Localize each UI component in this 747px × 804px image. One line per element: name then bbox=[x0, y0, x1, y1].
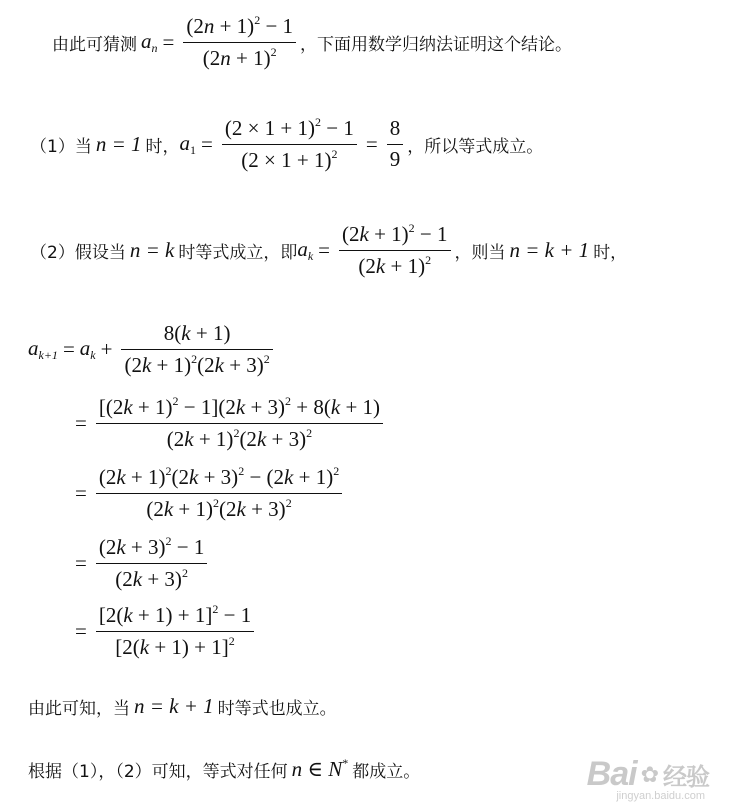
line-guess: 由此可猜测 $a_n$ = $\frac{(2n + 1)^2 - 1}{(2n + 1)^2}$ ，下面用数学归纳法证明这个结论。 bbox=[52, 13, 573, 70]
fraction-derivation-5: $\frac{[2(k + 1) + 1]^2 - 1}{[2(k + 1) + 1]^2}$ bbox=[96, 603, 254, 659]
formula-a1: $a_1$ bbox=[179, 130, 196, 157]
fraction-derivation-4: $\frac{(2k + 3)^2 - 1}{(2k + 3)^2}$ bbox=[96, 535, 208, 591]
step2-middle: 时等式成立，即 bbox=[178, 242, 298, 263]
fraction-step2: $\frac{(2k + 1)^2 - 1}{(2k + 1)^2}$ bbox=[339, 222, 451, 278]
fraction-guess: $\frac{(2n + 1)^2 - 1}{(2n + 1)^2}$ bbox=[183, 14, 296, 70]
final-suffix: 都成立。 bbox=[352, 761, 421, 782]
conclusion-prefix: 由此可知，当 bbox=[28, 699, 130, 719]
guess-suffix: ，下面用数学归纳法证明这个结论。 bbox=[300, 34, 573, 55]
fraction-step1: $\frac{(2 \times 1 + 1)^2 - 1}{(2 \times 1 + 1)^2}$ bbox=[222, 116, 357, 172]
step2-condition-next: n = k + 1 bbox=[509, 237, 590, 262]
fraction-eight-ninths: $\frac{8}{9}$ bbox=[387, 117, 404, 171]
formula-an: $a_n$ bbox=[141, 28, 158, 55]
conclusion-suffix: 时等式也成立。 bbox=[217, 699, 337, 719]
derivation-row-1: $a_{k+1}$ = $a_k$ + $\frac{8(k + 1)}{(2k + 1)^2(2k + 3)^2}$ bbox=[28, 322, 277, 377]
final-prefix: 根据（1），（2）可知，等式对任何 bbox=[28, 761, 288, 782]
step1-suffix: ，所以等式成立。 bbox=[407, 136, 544, 157]
formula-natural-set: n ∈ N* bbox=[291, 756, 349, 781]
step1-label: （1）当 bbox=[30, 136, 92, 157]
derivation-row-3: = $\frac{(2k + 1)^2(2k + 3)^2 - (2k + 1)^2}{(2k + 1)^2(2k + 3)^2}$ bbox=[70, 465, 346, 521]
guess-prefix: 由此可猜测 bbox=[52, 34, 137, 55]
derivation-row-5: = $\frac{[2(k + 1) + 1]^2 - 1}{[2(k + 1) + 1]^2}$ bbox=[70, 603, 258, 659]
line-step2: （2）假设当 n = k 时等式成立，即 $a_k$ = $\frac{(2k + 1)^2 - 1}{(2k + 1)^2}$ ，则当 n = k + 1 时， bbox=[30, 221, 628, 278]
watermark-brand-2: 经验 bbox=[663, 764, 709, 791]
line-conclusion bbox=[28, 694, 337, 719]
derivation-row-2: = $\frac{[(2k + 1)^2 - 1](2k + 3)^2 + 8(k + 1)}{(2k + 1)^2(2k + 3)^2}$ bbox=[70, 395, 387, 451]
paw-icon: ✿ bbox=[640, 761, 659, 787]
watermark-brand: Bai bbox=[586, 755, 637, 793]
step1-condition: n = 1 bbox=[95, 131, 142, 156]
fraction-derivation-1: $\frac{8(k + 1)}{(2k + 1)^2(2k + 3)^2}$ bbox=[121, 322, 272, 377]
step2-condition: n = k bbox=[129, 237, 175, 262]
line-final bbox=[28, 756, 420, 782]
step2-time: 时， bbox=[593, 242, 628, 263]
step1-time: 时， bbox=[145, 136, 180, 157]
conclusion-condition: n = k + 1 bbox=[134, 694, 214, 718]
step2-label: （2）假设当 bbox=[30, 242, 126, 263]
step2-then: ，则当 bbox=[454, 242, 506, 263]
baidu-jingyan-watermark bbox=[586, 755, 709, 802]
fraction-derivation-2: $\frac{[(2k + 1)^2 - 1](2k + 3)^2 + 8(k + 1)}{(2k + 1)^2(2k + 3)^2}$ bbox=[96, 395, 383, 451]
fraction-derivation-3: $\frac{(2k + 1)^2(2k + 3)^2 - (2k + 1)^2}{(2k + 1)^2(2k + 3)^2}$ bbox=[96, 465, 342, 521]
formula-ak: $a_k$ bbox=[297, 236, 314, 263]
line-step1: （1）当 n = 1 时， $a_1$ = $\frac{(2 \times 1 + 1)^2 - 1}{(2 \times 1 + 1)^2}$ = $\frac{8}{9}$ ，所以等式成立。 bbox=[30, 115, 544, 172]
derivation-row-4: = $\frac{(2k + 3)^2 - 1}{(2k + 3)^2}$ bbox=[70, 535, 211, 591]
watermark-url: jingyan.baidu.com bbox=[616, 790, 705, 802]
